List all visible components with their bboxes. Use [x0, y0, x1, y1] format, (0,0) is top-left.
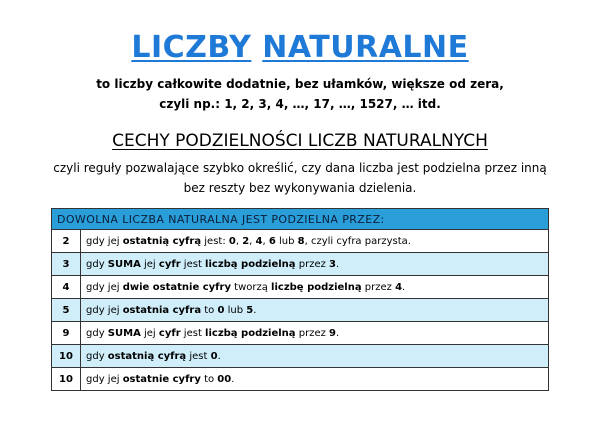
rule-emphasis: ostatnia cyfra [122, 304, 202, 316]
rule-emphasis: 4 [395, 281, 403, 293]
table-row [52, 276, 549, 299]
rule-emphasis: ostatnią cyfrą [122, 235, 202, 247]
rule-fragment: . [217, 350, 221, 362]
rule-text [81, 230, 549, 253]
rule-fragment: gdy jej [86, 281, 123, 293]
divisor-number: 3 [52, 253, 81, 276]
table-row [52, 230, 549, 253]
rule-fragment: . [253, 304, 257, 316]
rule-emphasis: liczbą podzielną [205, 327, 296, 339]
title-word-liczby: LICZBY [131, 30, 252, 65]
rule-fragment: to [201, 304, 218, 316]
rule-emphasis: 8 [297, 235, 305, 247]
rule-emphasis: 9 [329, 327, 336, 339]
rule-emphasis: cyfr [158, 327, 181, 339]
rule-fragment: lub [224, 304, 247, 316]
rule-fragment: . [402, 281, 406, 293]
section-heading-text: CECHY PODZIELNOŚCI LICZB NATURALNYCH [112, 131, 488, 151]
rule-fragment: , [262, 235, 269, 247]
table-header-row [52, 209, 549, 230]
page-title [0, 30, 600, 66]
divisor-number: 10 [52, 368, 81, 391]
rule-fragment: gdy jej [86, 373, 123, 385]
rule-emphasis: 3 [329, 258, 336, 270]
rule-emphasis: SUMA [107, 327, 141, 339]
rule-fragment: jest [180, 327, 206, 339]
rule-emphasis: liczbę podzielną [271, 281, 362, 293]
subtitle-line-2: czyli np.: 1, 2, 3, 4, …, 17, …, 1527, … itd. [159, 97, 441, 111]
rule-fragment: , czyli cyfra parzysta. [304, 235, 411, 247]
divisibility-rules-table [51, 208, 549, 391]
rule-emphasis: 6 [268, 235, 276, 247]
description-line-2: bez reszty bez wykonywania dzielenia. [183, 181, 417, 195]
rule-fragment: gdy [86, 258, 108, 270]
rule-fragment: . [336, 258, 340, 270]
table-body [52, 230, 549, 391]
rule-fragment: jej [140, 327, 159, 339]
rule-emphasis: cyfr [158, 258, 181, 270]
rule-emphasis: 5 [246, 304, 254, 316]
table-row [52, 368, 549, 391]
table-row [52, 322, 549, 345]
rule-fragment: gdy jej [86, 235, 123, 247]
divisor-number: 2 [52, 230, 81, 253]
rule-emphasis: 2 [242, 235, 250, 247]
divisor-number: 10 [52, 345, 81, 368]
rule-text [81, 299, 549, 322]
divisor-number: 9 [52, 322, 81, 345]
rule-fragment: jest: [201, 235, 229, 247]
rule-fragment: , [249, 235, 256, 247]
title-word-naturalne: NATURALNE [262, 30, 469, 65]
rule-fragment: gdy [86, 327, 108, 339]
rule-emphasis: 0 [210, 350, 218, 362]
rule-fragment: jest [186, 350, 211, 362]
rule-fragment: tworzą [230, 281, 272, 293]
rule-text [81, 345, 549, 368]
table-row [52, 253, 549, 276]
description-line-1: czyli reguły pozwalające szybko określić, czy dana liczba jest podzielna przez inną [53, 161, 547, 175]
rule-fragment: jest [180, 258, 206, 270]
rule-fragment: , [235, 235, 243, 247]
divisor-number: 5 [52, 299, 81, 322]
rule-text [81, 368, 549, 391]
rule-text [81, 322, 549, 345]
rule-emphasis: 0 [217, 304, 225, 316]
rule-text [81, 253, 549, 276]
table-row [52, 345, 549, 368]
rule-fragment: gdy [86, 350, 108, 362]
table-header: DOWOLNA LICZBA NATURALNA JEST PODZIELNA PRZEZ: [52, 209, 549, 230]
rule-fragment: gdy jej [86, 304, 123, 316]
rule-fragment: to [200, 373, 218, 385]
rule-fragment: . [231, 373, 235, 385]
rule-emphasis: 0 [228, 235, 236, 247]
rule-emphasis: 00 [217, 373, 232, 385]
rule-fragment: . [336, 327, 340, 339]
section-heading [0, 130, 600, 152]
rule-emphasis: dwie ostatnie cyfry [122, 281, 231, 293]
rule-emphasis: 4 [255, 235, 263, 247]
rule-fragment: lub [275, 235, 298, 247]
rule-fragment: przez [295, 258, 330, 270]
rule-emphasis: ostatnią cyfrą [107, 350, 187, 362]
rule-fragment: jej [140, 258, 159, 270]
rule-emphasis: SUMA [107, 258, 141, 270]
subtitle-line-1: to liczby całkowite dodatnie, bez ułamków, większe od zera, [96, 77, 504, 91]
rule-fragment: przez [295, 327, 330, 339]
rule-emphasis: liczbą podzielną [205, 258, 296, 270]
divisor-number: 4 [52, 276, 81, 299]
table-row [52, 299, 549, 322]
rule-emphasis: ostatnie cyfry [122, 373, 201, 385]
rule-text [81, 276, 549, 299]
rule-fragment: przez [361, 281, 396, 293]
